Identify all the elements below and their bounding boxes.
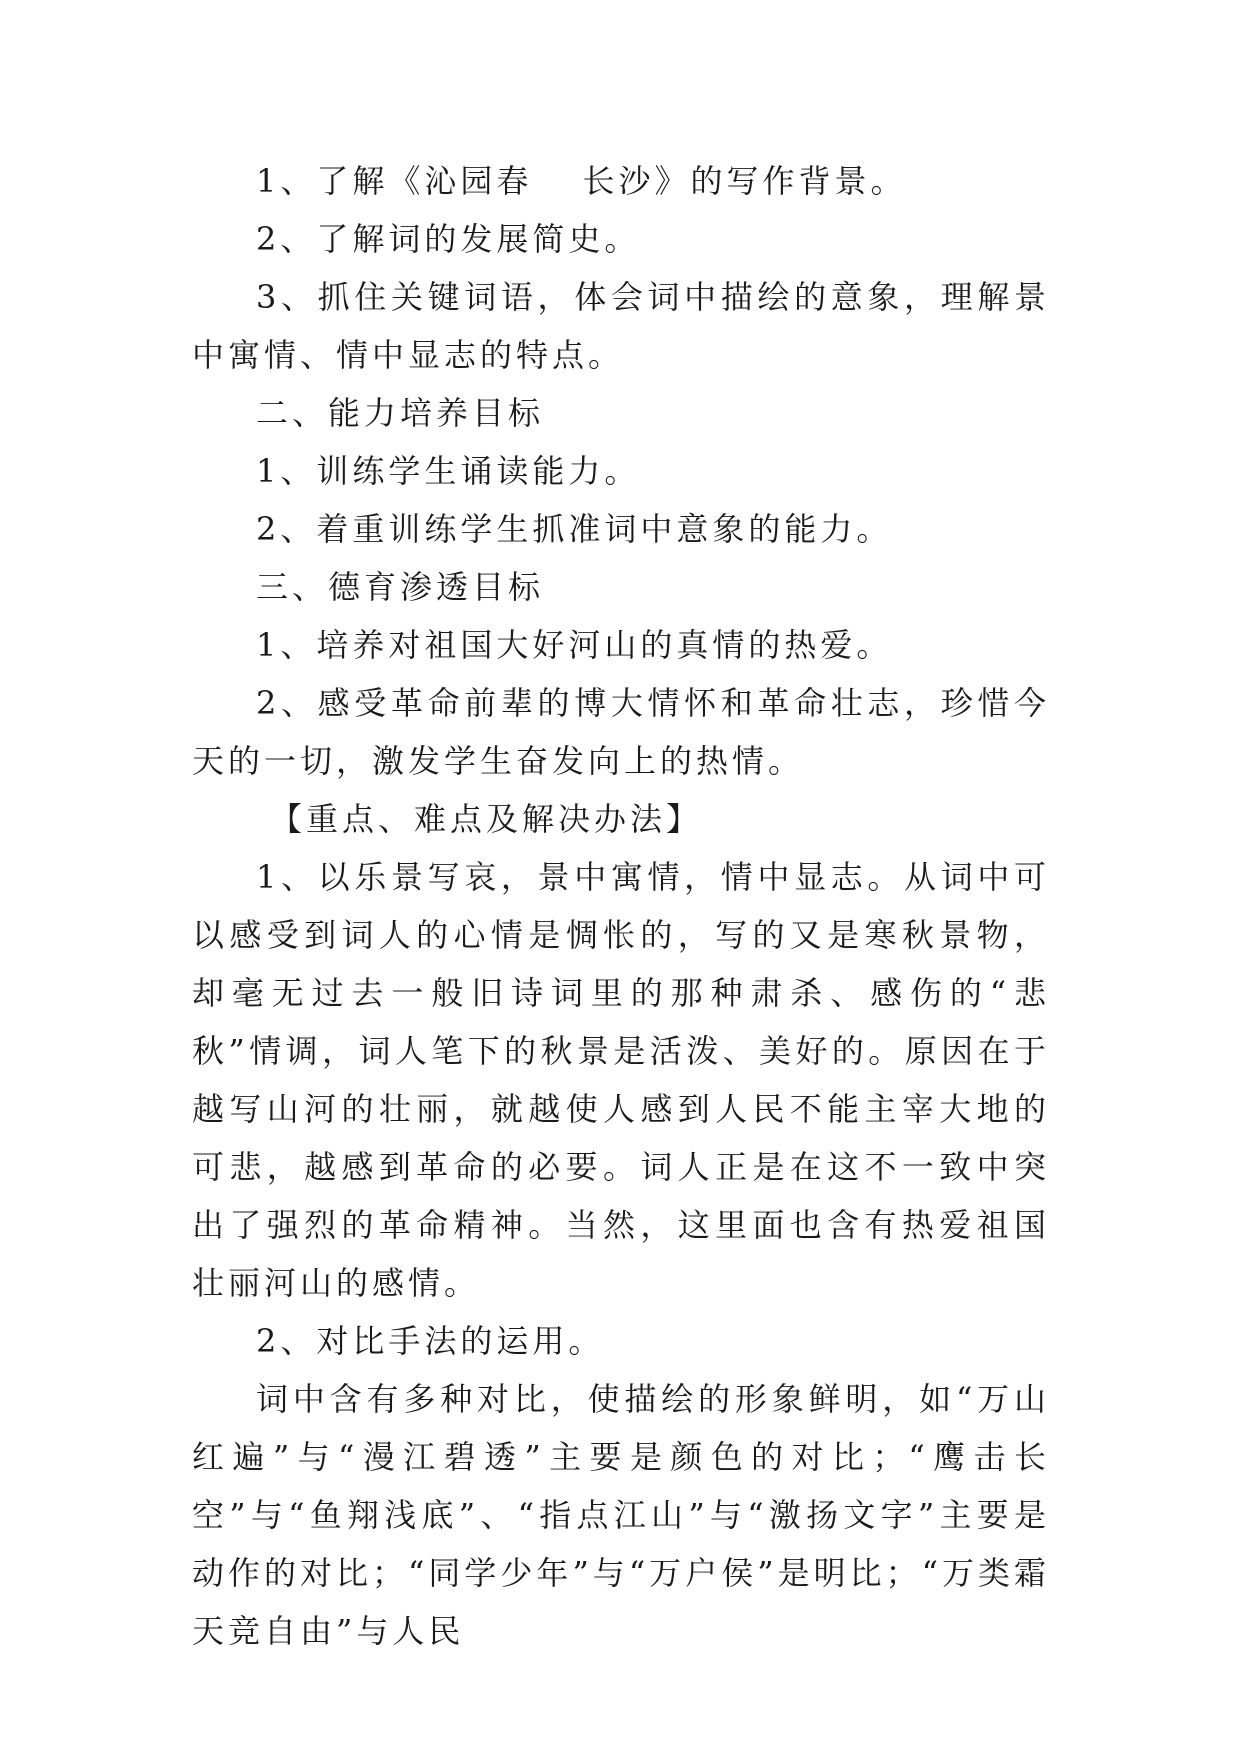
paragraph-moral-1: 1、培养对祖国大好河山的真情的热爱。 xyxy=(256,626,893,664)
paragraph-key-point-1: 1、以乐景写哀，景中寓情，情中显志。从词中可以感受到词人的心情是惆怅的，写的又是寒秋景物，却毫无过去一般旧诗词里的那种肃杀、感伤的“悲秋”情调，词人笔下的秋景是活泼、美好的。原因在于越写山河的壮丽，就越使人感到人民不能主宰大地的可悲，越感到革命的必要。词人正是在这不一致中突出了强烈的革命精神。当然，这里面也含有热爱祖国壮丽河山的感情。 xyxy=(192,858,1050,1302)
paragraph-objective-1: 1、了解《沁园春 长沙》的写作背景。 xyxy=(256,162,907,200)
paragraph-objective-2: 2、了解词的发展简史。 xyxy=(256,220,641,258)
paragraph-moral-2: 2、感受革命前辈的博大情怀和革命壮志，珍惜今天的一切，激发学生奋发向上的热情。 xyxy=(192,684,1050,780)
document-body xyxy=(192,152,1050,1660)
paragraph-key-point-2: 2、对比手法的运用。 xyxy=(256,1322,605,1360)
paragraph-objective-3: 3、抓住关键词语，体会词中描绘的意象，理解景中寓情、情中显志的特点。 xyxy=(192,278,1050,374)
section-heading-ability: 二、能力培养目标 xyxy=(256,394,545,432)
paragraph-contrast-examples: 词中含有多种对比，使描绘的形象鲜明，如“万山红遍”与“漫江碧透”主要是颜色的对比；“鹰击长空”与“鱼翔浅底”、“指点江山”与“激扬文字”主要是动作的对比；“同学少年”与“万户侯”是明比；“万类霜天竞自由”与人民 xyxy=(192,1380,1050,1650)
paragraph-ability-1: 1、训练学生诵读能力。 xyxy=(256,452,641,490)
section-heading-key-points: 【重点、难点及解决办法】 xyxy=(270,800,703,838)
paragraph-ability-2: 2、着重训练学生抓准词中意象的能力。 xyxy=(256,510,893,548)
section-heading-moral: 三、德育渗透目标 xyxy=(256,568,545,606)
